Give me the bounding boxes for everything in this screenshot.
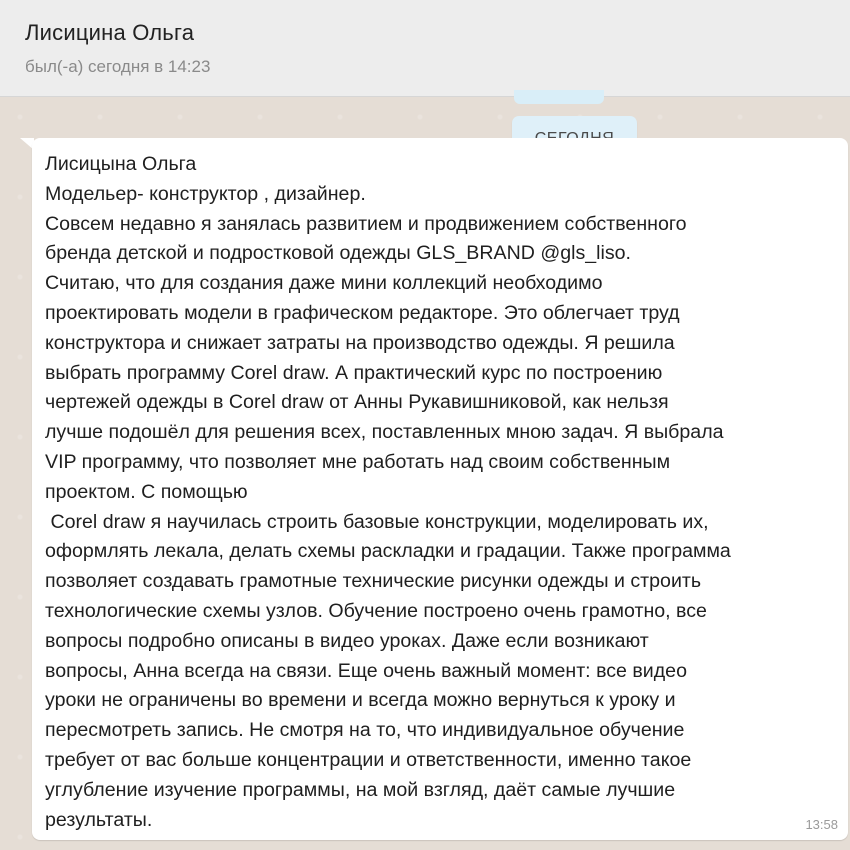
message-text: Лисицына Ольга Модельер- конструктор , дизайнер. Совсем недавно я занялась развитием и продвижением собственного бренда детской и подростковой одежды GLS_BRAND @gls_liso. Считаю, что для создания даже мини коллекций необходимо проектировать модели в графическом редакторе. Это облегчает труд конструктора и снижает затраты на производство одежды. Я решила выбрать программу Corel draw. А практический курс по построению чертежей одежды в Corel draw от Анны Рукавишниковой, как нельзя лучше подошёл для решения всех, поставленных мною задач. Я выбрала VIP программу, что позволяет мне работать над своим собственным проектом. С помощью Corel draw я научилась строить базовые конструкции, моделировать их, оформлять лекала, делать схемы раскладки и градации. Также программа позволяет создавать грамотные технические рисунки одежды и строить технологические схемы узлов. Обучение построено очень грамотно, все вопросы подробно описаны в видео уроках. Даже если возникают вопросы, Анна всегда на связи. Еще очень важный момент: все видео уроки не ограничены во времени и всегда можно вернуться к уроку и пересмотреть запись. Не смотря на то, что индивидуальное обучение требует от вас больше концентрации и ответственности, именно такое углубление изучение программы, на мой взгляд, даёт самые лучшие результаты. — [45, 153, 731, 831]
previous-date-chip — [514, 90, 604, 104]
last-seen-status: был(-а) сегодня в 14:23 — [25, 57, 211, 76]
message-time: 13:58 — [805, 817, 838, 832]
contact-name[interactable]: Лисицина Ольга — [25, 20, 195, 45]
chat-header[interactable] — [0, 0, 850, 97]
